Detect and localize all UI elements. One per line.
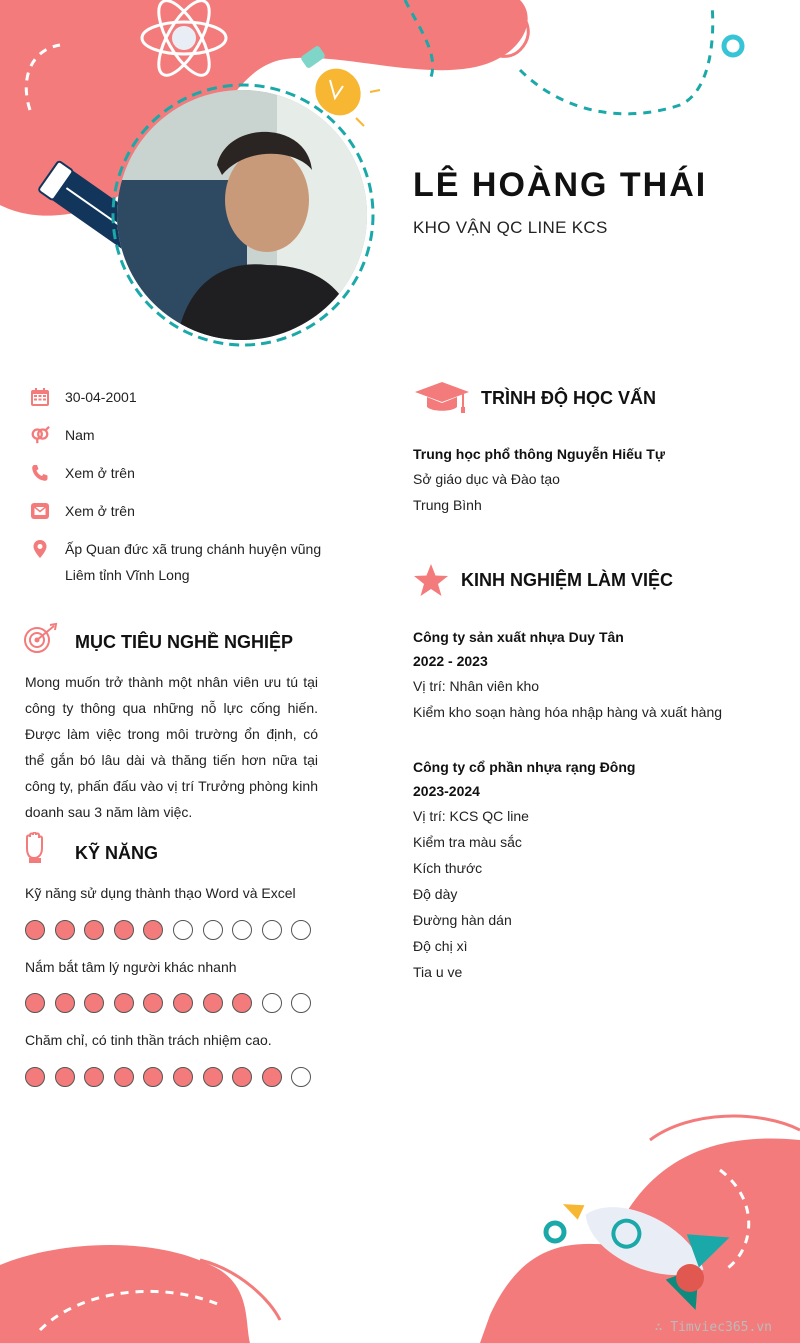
skill-rating — [25, 1067, 325, 1089]
info-gender — [30, 425, 330, 447]
job-detail: Kích thước — [413, 860, 483, 876]
company-name: Công ty sản xuất nhựa Duy Tân — [413, 629, 624, 645]
rating-dot-empty — [173, 920, 193, 940]
job-detail: Đường hàn dán — [413, 912, 512, 928]
rating-dot-filled — [143, 993, 163, 1013]
skill-label: Chăm chỉ, có tinh thần trách nhiệm cao. — [25, 1032, 272, 1048]
phone-icon — [30, 463, 50, 483]
rating-dot-empty — [262, 993, 282, 1013]
target-icon — [22, 622, 60, 656]
rating-dot-filled — [114, 920, 134, 940]
candidate-name: LÊ HOÀNG THÁI — [413, 166, 708, 204]
email-icon — [30, 501, 50, 521]
job-period: 2023-2024 — [413, 783, 480, 799]
rating-dot-empty — [291, 920, 311, 940]
rating-dot-empty — [291, 993, 311, 1013]
skills-title: KỸ NĂNG — [75, 843, 159, 863]
school-name: Trung học phổ thông Nguyễn Hiếu Tự — [413, 446, 665, 462]
rating-dot-empty — [232, 920, 252, 940]
rating-dot-filled — [25, 993, 45, 1013]
bottom-right-swoosh — [650, 1116, 800, 1140]
star-icon — [413, 563, 449, 597]
job-detail: Kiểm kho soạn hàng hóa nhập hàng và xuất hàng — [413, 704, 723, 720]
rating-dot-filled — [55, 920, 75, 940]
rating-dot-filled — [262, 1067, 282, 1087]
job-detail: Tia u ve — [413, 964, 463, 980]
info-text: Ấp Quan đức xã trung chánh huyện vũng Liêm tỉnh Vĩnh Long — [65, 541, 322, 583]
info-address — [30, 539, 330, 589]
rating-dot-empty — [291, 1067, 311, 1087]
education-line: Sở giáo dục và Đào tạo — [413, 471, 560, 487]
job-detail: Vị trí: Nhân viên kho — [413, 678, 540, 694]
objective-text: Mong muốn trở thành một nhân viên ưu tú tại công ty thông qua những nỗ lực cống hiến. Được làm việc trong môi trường ổn định, có thể gắn bó lâu dài và thăng tiến hơn nữa tại công ty, phấn đấu vào vị trí Trưởng phòng kinh doanh sau 3 năm làm việc. — [25, 674, 318, 820]
info-birthdate — [30, 387, 330, 409]
education-title: TRÌNH ĐỘ HỌC VẤN — [481, 388, 656, 408]
job-detail: Vị trí: KCS QC line — [413, 808, 529, 824]
watermark: ∴ Timviec365.vn — [654, 1320, 772, 1335]
rating-dot-filled — [25, 1067, 45, 1087]
fist-icon — [24, 832, 48, 864]
rating-dot-filled — [232, 993, 252, 1013]
rating-dot-empty — [203, 920, 223, 940]
rating-dot-filled — [84, 920, 104, 940]
rating-dot-filled — [203, 993, 223, 1013]
rating-dot-filled — [173, 1067, 193, 1087]
experience-title: KINH NGHIỆM LÀM VIỆC — [461, 570, 674, 590]
rating-dot-filled — [84, 993, 104, 1013]
info-text: Nam — [65, 427, 95, 443]
rating-dot-filled — [55, 1067, 75, 1087]
rating-dot-filled — [203, 1067, 223, 1087]
skill-rating — [25, 993, 325, 1015]
job-detail: Độ dày — [413, 886, 458, 902]
info-text: Xem ở trên — [65, 465, 135, 481]
rating-dot-empty — [262, 920, 282, 940]
avatar — [117, 90, 367, 340]
job-title: KHO VẬN QC LINE KCS — [413, 218, 608, 237]
skill-label: Kỹ năng sử dụng thành thạo Word và Excel — [25, 885, 296, 901]
bottom-ring — [546, 1223, 564, 1241]
gender-icon — [30, 425, 50, 445]
rating-dot-filled — [84, 1067, 104, 1087]
rating-dot-filled — [25, 920, 45, 940]
skill-label: Nắm bắt tâm lý người khác nhanh — [25, 959, 237, 975]
rating-dot-filled — [114, 993, 134, 1013]
job-detail: Kiểm tra màu sắc — [413, 834, 522, 850]
rating-dot-filled — [143, 920, 163, 940]
skill-rating — [25, 920, 325, 942]
avatar-image — [117, 90, 367, 340]
rating-dot-filled — [173, 993, 193, 1013]
rating-dot-filled — [143, 1067, 163, 1087]
info-text: Xem ở trên — [65, 503, 135, 519]
rating-dot-filled — [232, 1067, 252, 1087]
job-detail: Độ chị xì — [413, 938, 468, 954]
calendar-icon — [30, 387, 50, 407]
info-text: 30-04-2001 — [65, 389, 137, 405]
info-email — [30, 501, 330, 523]
info-phone — [30, 463, 330, 485]
dashed-curve-top-right — [520, 5, 713, 114]
ring-top-right — [724, 37, 742, 55]
rating-dot-filled — [55, 993, 75, 1013]
education-line: Trung Bình — [413, 497, 482, 513]
objective-title: MỤC TIÊU NGHỀ NGHIỆP — [75, 632, 294, 652]
company-name: Công ty cổ phần nhựa rạng Đông — [413, 759, 636, 775]
location-icon — [30, 539, 50, 559]
graduation-cap-icon — [414, 380, 470, 414]
rating-dot-filled — [114, 1067, 134, 1087]
job-period: 2022 - 2023 — [413, 653, 488, 669]
